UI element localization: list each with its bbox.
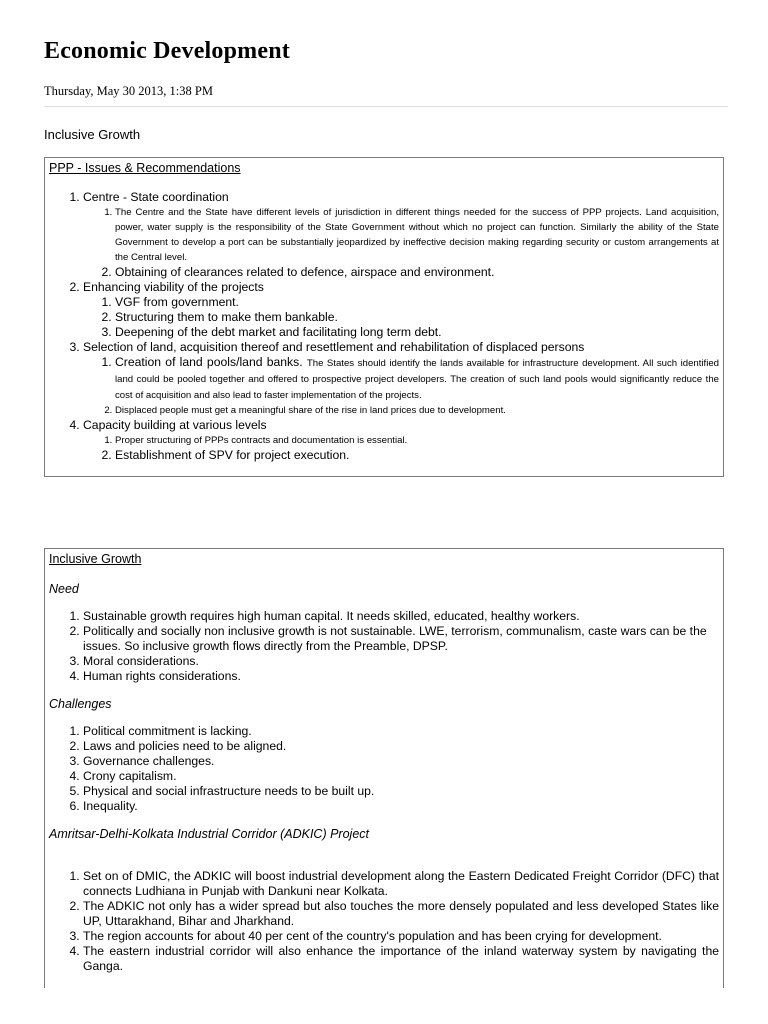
list-item: 2. Laws and policies need to be aligned. — [83, 739, 719, 754]
section-heading: Inclusive Growth — [44, 127, 141, 142]
ppp-issues-box — [44, 157, 724, 477]
challenges-list — [83, 724, 719, 814]
adkic-list — [83, 869, 719, 974]
box-title: Inclusive Growth — [49, 552, 142, 566]
list-item: 1. The Centre and the State have different levels of jurisdiction in different things needed for the success of PPP projects. Land acquisition, power, water supply is the responsibility of the State Government without which no project can function. Similarly the ability of the State Government to develop a port can be substantially jeopardized by ineffective decision making regarding security or custom arrangements at the Central level. — [115, 205, 719, 265]
list-item-lead: Creation of land pools/land banks. — [115, 355, 303, 369]
list-item: 2. The ADKIC not only has a wider spread but also touches the more densely populated and less developed States like UP, Uttarakhand, Bihar and Jharkhand. — [83, 899, 719, 929]
list-item-label: Enhancing viability of the projects — [83, 280, 264, 294]
sub-list — [115, 433, 719, 463]
sub-list — [115, 205, 719, 280]
inclusive-growth-box — [44, 548, 724, 988]
list-item: 5. Physical and social infrastructure needs to be built up. — [83, 784, 719, 799]
list-item: 3. Deepening of the debt market and facilitating long term debt. — [115, 325, 719, 340]
list-item: 2. Displaced people must get a meaningful share of the rise in land prices due to development. — [115, 403, 719, 418]
list-item: 3. The region accounts for about 40 per cent of the country's population and has been crying for development. — [83, 929, 719, 944]
list-item: 1. Political commitment is lacking. — [83, 724, 719, 739]
list-item — [83, 280, 719, 340]
sub-list — [115, 295, 719, 340]
list-item: 1. Sustainable growth requires high human capital. It needs skilled, educated, healthy workers. — [83, 609, 719, 624]
list-item: 4. The eastern industrial corridor will also enhance the importance of the inland waterway system by navigating the Ganga. — [83, 944, 719, 974]
list-item — [83, 190, 719, 280]
list-item: 4. Human rights considerations. — [83, 669, 719, 684]
need-heading: Need — [49, 582, 79, 596]
list-item — [83, 340, 719, 418]
list-item: 3. Governance challenges. — [83, 754, 719, 769]
list-item-label: Centre - State coordination — [83, 190, 229, 204]
list-item: 1. VGF from government. — [115, 295, 719, 310]
list-item: 6. Inequality. — [83, 799, 719, 814]
page-datetime: Thursday, May 30 2013, 1:38 PM — [44, 84, 213, 98]
challenges-heading: Challenges — [49, 697, 112, 711]
ppp-issues-list — [83, 190, 719, 463]
list-item-label: Capacity building at various levels — [83, 418, 267, 432]
page-title: Economic Development — [44, 38, 290, 64]
list-item: 2. Structuring them to make them bankable. — [115, 310, 719, 325]
need-list — [83, 609, 719, 684]
list-item: 2. Establishment of SPV for project execution. — [115, 448, 719, 463]
list-item: 1. Proper structuring of PPPs contracts and documentation is essential. — [115, 433, 719, 448]
box-title: PPP - Issues & Recommendations — [49, 161, 241, 175]
sub-list — [115, 355, 719, 418]
list-item — [83, 418, 719, 463]
list-item: 4. Crony capitalism. — [83, 769, 719, 784]
list-item: 3. Moral considerations. — [83, 654, 719, 669]
list-item: 2. Obtaining of clearances related to defence, airspace and environment. — [115, 265, 719, 280]
list-item-label: Selection of land, acquisition thereof and resettlement and rehabilitation of displaced persons — [83, 340, 585, 354]
adkic-heading: Amritsar-Delhi-Kolkata Industrial Corridor (ADKIC) Project — [49, 827, 369, 841]
list-item: 1. Set on of DMIC, the ADKIC will boost industrial development along the Eastern Dedicated Freight Corridor (DFC) that connects Ludhiana in Punjab with Dankuni near Kolkata. — [83, 869, 719, 899]
header-divider — [44, 106, 728, 107]
list-item: 2. Politically and socially non inclusive growth is not sustainable. LWE, terrorism, communalism, caste wars can be the issues. So inclusive growth flows directly from the Preamble, DPSP. — [83, 624, 719, 654]
list-item — [115, 355, 719, 403]
list-item-detail: The States should identify the lands available for infrastructure development. All such identified land could be pooled together and offered to prospective project developers. The creation of such land pools would significantly reduce the cost of acquisition and also lead to faster implementation of the projects. — [115, 358, 720, 401]
